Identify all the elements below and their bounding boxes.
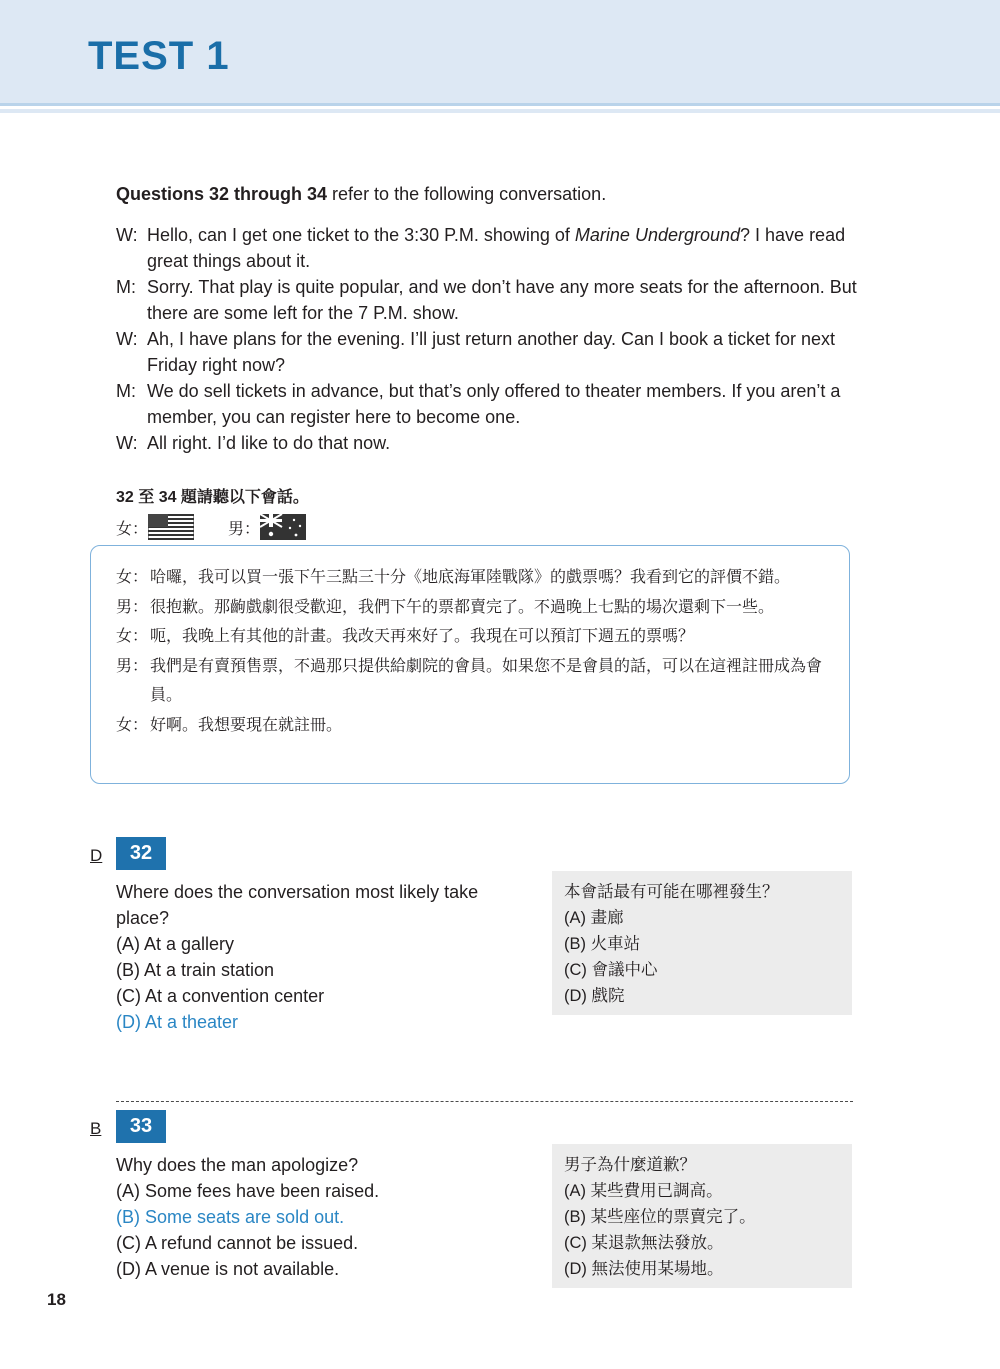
translation-turn: [116, 593, 836, 623]
option-b-correct: (B) Some seats are sold out.: [116, 1207, 345, 1227]
dialogue-turn: [116, 274, 876, 326]
dialogue-turn: [116, 222, 876, 274]
play-title: Marine Underground: [574, 225, 741, 245]
speaker-label: W:: [116, 433, 138, 453]
speaker-label: 女：: [116, 569, 149, 586]
option-a: (A) At a gallery: [116, 934, 235, 954]
question-translation: [552, 871, 852, 1015]
option-b-zh: (B) 某些座位的票賣完了。: [564, 1208, 756, 1226]
intro-bold: Questions 32 through 34: [116, 184, 328, 204]
dialogue-turn: [116, 326, 876, 378]
intro-rest: refer to the following conversation.: [327, 184, 607, 204]
dialogue-line: [147, 222, 857, 274]
question-english: [116, 879, 536, 1035]
speaker-label: W:: [116, 329, 138, 349]
dialogue-line: We do sell tickets in advance, but that’s only offered to theater members. If you aren’t a member, you can register here to become one.: [147, 381, 841, 427]
conversation-intro: [116, 184, 606, 205]
page-title: TEST 1: [88, 34, 230, 78]
option-a: (A) Some fees have been raised.: [116, 1181, 380, 1201]
us-flag-icon: [148, 514, 194, 540]
speaker-label: W:: [116, 225, 138, 245]
option-a-zh: (A) 某些費用已調高。: [564, 1182, 723, 1200]
speaker-label: M:: [116, 381, 136, 401]
speaker-label: M:: [116, 277, 136, 297]
speaker-label: 女：: [116, 716, 149, 734]
translation-turn: [116, 652, 836, 711]
translation-line: 好啊。我想要現在就註冊。: [150, 716, 343, 734]
option-d-zh: (D) 戲院: [564, 987, 625, 1005]
question-text: Where does the conversation most likely take place?: [116, 882, 479, 928]
translation-turn: [116, 563, 836, 593]
dialogue-line: Sorry. That play is quite popular, and we don’t have any more seats for the afternoon. But there are some left for the 7 P.M. show.: [147, 277, 857, 323]
option-c: (C) A refund cannot be issued.: [116, 1233, 359, 1253]
speaker-label: 女：: [116, 628, 149, 645]
translation-line: 哈囉，我可以買一張下午三點三十分《地底海軍陸戰隊》的戲票嗎？我看到它的評價不錯。: [150, 569, 791, 586]
dialogue-line: Ah, I have plans for the evening. I’ll just return another day. Can I book a ticket for next Friday right now?: [147, 329, 836, 375]
translation-line: 呃，我晚上有其他的計畫。我改天再來好了。我現在可以預訂下週五的票嗎？: [150, 628, 695, 645]
australia-flag-icon: [260, 514, 306, 540]
question-text-zh: 本會話最有可能在哪裡發生？: [564, 883, 779, 901]
option-d: (D) A venue is not available.: [116, 1259, 340, 1279]
female-label: 女：: [116, 520, 149, 538]
option-c-zh: (C) 某退款無法發放。: [564, 1234, 724, 1252]
header-rule-light: [0, 109, 1000, 113]
male-label: 男：: [228, 520, 261, 538]
option-d-correct: (D) At a theater: [116, 1012, 239, 1032]
zh-heading: 32 至 34 題請聽以下會話。: [116, 489, 309, 506]
translation-turn: [116, 711, 836, 741]
dialogue-line: All right. I’d like to do that now.: [147, 433, 391, 453]
option-c: (C) At a convention center: [116, 986, 325, 1006]
question-english: [116, 1152, 536, 1282]
dialogue-turn: [116, 378, 876, 430]
question-number: 33: [116, 1110, 166, 1143]
translation-line: 我們是有賣預售票，不過那只提供給劇院的會員。如果您不是會員的話，可以在這裡註冊成為會員。: [150, 657, 823, 704]
dialogue-turn: [116, 430, 876, 456]
option-d-zh: (D) 無法使用某場地。: [564, 1260, 724, 1278]
speaker-label: 男：: [116, 657, 149, 675]
dialogue: [116, 222, 876, 456]
question-text: Why does the man apologize?: [116, 1155, 359, 1175]
speaker-legend: [116, 514, 306, 540]
answer-key: D: [90, 846, 103, 865]
question-translation: [552, 1144, 852, 1288]
speaker-label: 男：: [116, 598, 149, 616]
question-divider: [116, 1101, 853, 1102]
line-text: Hello, can I get one ticket to the 3:30 P.M. showing of: [147, 225, 575, 245]
option-c-zh: (C) 會議中心: [564, 961, 658, 979]
translation-lines: [116, 563, 836, 740]
question-text-zh: 男子為什麼道歉？: [564, 1156, 696, 1174]
option-b: (B) At a train station: [116, 960, 275, 980]
question-number: 32: [116, 837, 166, 870]
translation-line: 很抱歉。那齣戲劇很受歡迎，我們下午的票都賣完了。不過晚上七點的場次還剩下一些。: [150, 598, 775, 616]
line-text: ? I have read great things about it.: [147, 225, 846, 271]
option-a-zh: (A) 畫廊: [564, 909, 624, 927]
header-rule: [0, 103, 1000, 106]
option-b-zh: (B) 火車站: [564, 935, 641, 953]
page-number: 18: [47, 1290, 66, 1309]
answer-key: B: [90, 1119, 102, 1138]
translation-turn: [116, 622, 836, 652]
